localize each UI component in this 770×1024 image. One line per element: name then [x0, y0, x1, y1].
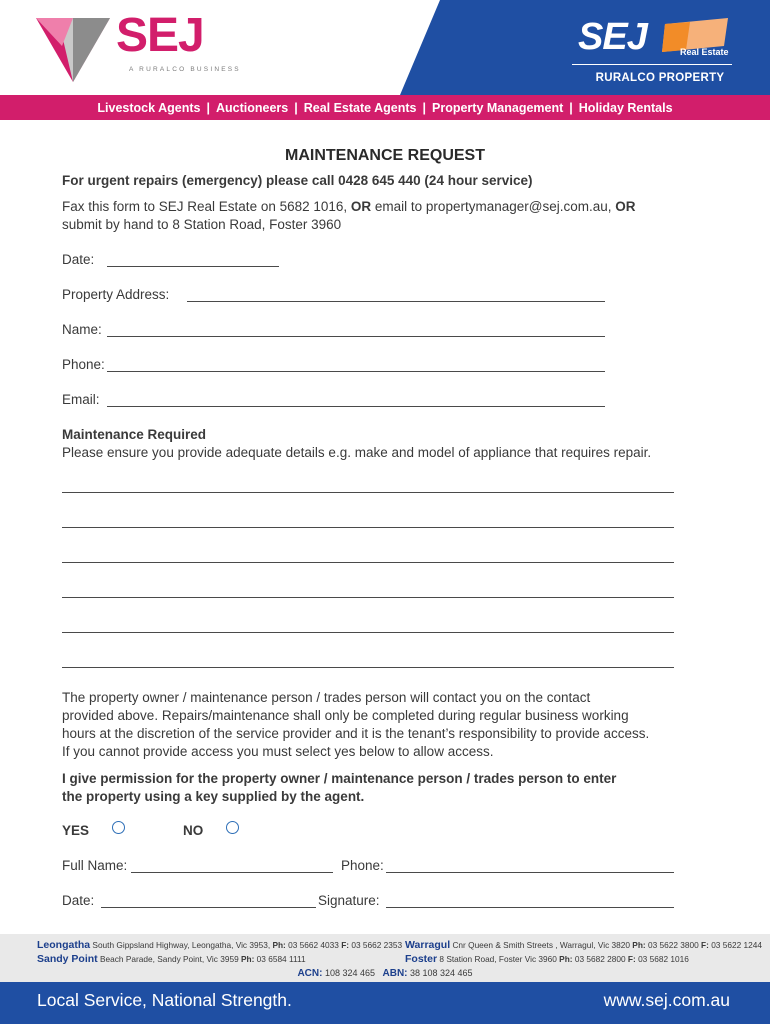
maintenance-details-line[interactable] — [62, 667, 674, 668]
access-paragraph — [62, 689, 649, 761]
office-leongatha — [37, 939, 402, 951]
footer-website-link[interactable]: www.sej.com.au — [603, 990, 730, 1010]
yes-radio[interactable] — [112, 821, 125, 834]
access-paragraph-line: hours at the discretion of the service provider and it is the tenant’s responsibility to provide access. — [62, 726, 650, 741]
signature-label: Signature: — [318, 893, 380, 908]
or-keyword: OR — [615, 199, 636, 214]
maintenance-note: Please ensure you provide adequate details e.g. make and model of appliance that requires repair. — [62, 445, 652, 460]
acn-value: 108 324 465 — [322, 968, 383, 978]
office-address: Cnr Queen & Smith Streets , Warragul, Vic 3820 — [452, 940, 633, 950]
office-address: South Gippsland Highway, Leongatha, Vic 3953, — [92, 940, 273, 950]
or-keyword: OR — [350, 199, 372, 214]
no-radio[interactable] — [226, 821, 239, 834]
brand-left-logo-text: SEJ — [116, 9, 204, 62]
no-label: NO — [183, 823, 204, 838]
phone-tag: Ph: — [559, 954, 573, 964]
office-fax: 03 5622 1244 — [708, 940, 762, 950]
office-name: Foster — [405, 953, 438, 965]
phone-tag: Ph: — [272, 940, 286, 950]
maintenance-details-line[interactable] — [62, 632, 674, 633]
office-fax: 03 5662 2353 — [349, 940, 403, 950]
office-address: 8 Station Road, Foster Vic 3960 — [439, 954, 560, 964]
date2-label: Date: — [62, 893, 95, 908]
maintenance-details-line[interactable] — [62, 562, 674, 563]
date-field[interactable] — [107, 266, 279, 267]
name-label: Name: — [62, 322, 102, 337]
office-warragul — [405, 939, 762, 951]
footer-addresses — [0, 934, 770, 982]
email-text: email to propertymanager@sej.com.au, — [371, 199, 616, 214]
office-name: Warragul — [405, 939, 451, 951]
service-separator: | — [569, 100, 573, 115]
email-field[interactable] — [107, 406, 605, 407]
signature-field[interactable] — [386, 907, 674, 908]
permission-line: the property using a key supplied by the agent. — [62, 789, 365, 804]
full-name-label: Full Name: — [62, 858, 128, 873]
maintenance-details-line[interactable] — [62, 597, 674, 598]
brand-right-divider — [572, 64, 732, 65]
services-bar — [0, 95, 770, 120]
service-real-estate-agents: Real Estate Agents — [303, 100, 417, 115]
access-paragraph-line: If you cannot provide access you must select yes below to allow access. — [62, 744, 494, 759]
phone-field[interactable] — [107, 371, 605, 372]
brand-right-subtitle: Real Estate — [680, 47, 729, 57]
full-name-field[interactable] — [131, 872, 333, 873]
sej-triangle-logo — [36, 18, 110, 82]
submission-instructions-line2: submit by hand to 8 Station Road, Foster 3960 — [62, 217, 342, 232]
brand-right-logo-text: SEJ — [578, 16, 647, 58]
property-address-field[interactable] — [187, 301, 605, 302]
brand-right-division: RURALCO PROPERTY — [595, 72, 725, 84]
office-phone: 03 5682 2800 — [572, 954, 628, 964]
office-phone: 03 6584 1111 — [254, 954, 306, 964]
access-paragraph-line: provided above. Repairs/maintenance shall only be completed during regular business working — [62, 708, 629, 723]
date-label: Date: — [62, 252, 95, 267]
office-fax: 03 5682 1016 — [635, 954, 689, 964]
abn-label: ABN: — [382, 968, 408, 979]
acn-label: ACN: — [297, 968, 323, 979]
service-separator: | — [422, 100, 426, 115]
office-foster — [405, 953, 689, 965]
office-phone: 03 5662 4033 — [285, 940, 342, 950]
fax-tag: F: — [341, 940, 350, 950]
date2-field[interactable] — [101, 907, 316, 908]
phone2-field[interactable] — [386, 872, 674, 873]
form-title: MAINTENANCE REQUEST — [284, 147, 485, 164]
permission-statement — [62, 770, 616, 806]
service-livestock-agents: Livestock Agents — [97, 100, 201, 115]
office-sandy-point — [37, 953, 306, 965]
service-separator: | — [206, 100, 210, 115]
maintenance-details-line[interactable] — [62, 527, 674, 528]
name-field[interactable] — [107, 336, 605, 337]
fax-text: Fax this form to SEJ Real Estate on 5682 1016, — [62, 199, 351, 214]
phone-label: Phone: — [62, 357, 105, 372]
page-header — [0, 0, 770, 95]
service-auctioneers: Auctioneers — [215, 100, 289, 115]
brand-left-tagline: A RURALCO BUSINESS — [129, 66, 241, 73]
footer-slogan: Local Service, National Strength. — [37, 990, 292, 1010]
maintenance-heading: Maintenance Required — [62, 427, 207, 442]
fax-tag: F: — [701, 940, 709, 950]
property-address-label: Property Address: — [62, 287, 170, 302]
phone-tag: Ph: — [241, 954, 255, 964]
service-property-management: Property Management — [432, 100, 564, 115]
office-name: Sandy Point — [37, 953, 98, 965]
office-phone: 03 5622 3800 — [645, 940, 702, 950]
phone2-label: Phone: — [341, 858, 384, 873]
submission-instructions-line1 — [62, 198, 635, 216]
urgent-repairs-line: For urgent repairs (emergency) please call 0428 645 440 (24 hour service) — [62, 173, 533, 188]
phone-tag: Ph: — [632, 940, 646, 950]
access-paragraph-line: The property owner / maintenance person / trades person will contact you on the contact — [62, 690, 591, 705]
yes-label: YES — [62, 823, 90, 838]
email-label: Email: — [62, 392, 100, 407]
service-holiday-rentals: Holiday Rentals — [578, 100, 673, 115]
permission-line: I give permission for the property owner / maintenance person / trades person to enter — [62, 771, 617, 786]
office-address: Beach Parade, Sandy Point, Vic 3959 — [100, 954, 241, 964]
service-separator: | — [294, 100, 298, 115]
maintenance-details-line[interactable] — [62, 492, 674, 493]
company-numbers — [0, 968, 770, 979]
office-name: Leongatha — [37, 939, 91, 951]
abn-value: 38 108 324 465 — [407, 968, 473, 978]
fax-tag: F: — [627, 954, 636, 964]
